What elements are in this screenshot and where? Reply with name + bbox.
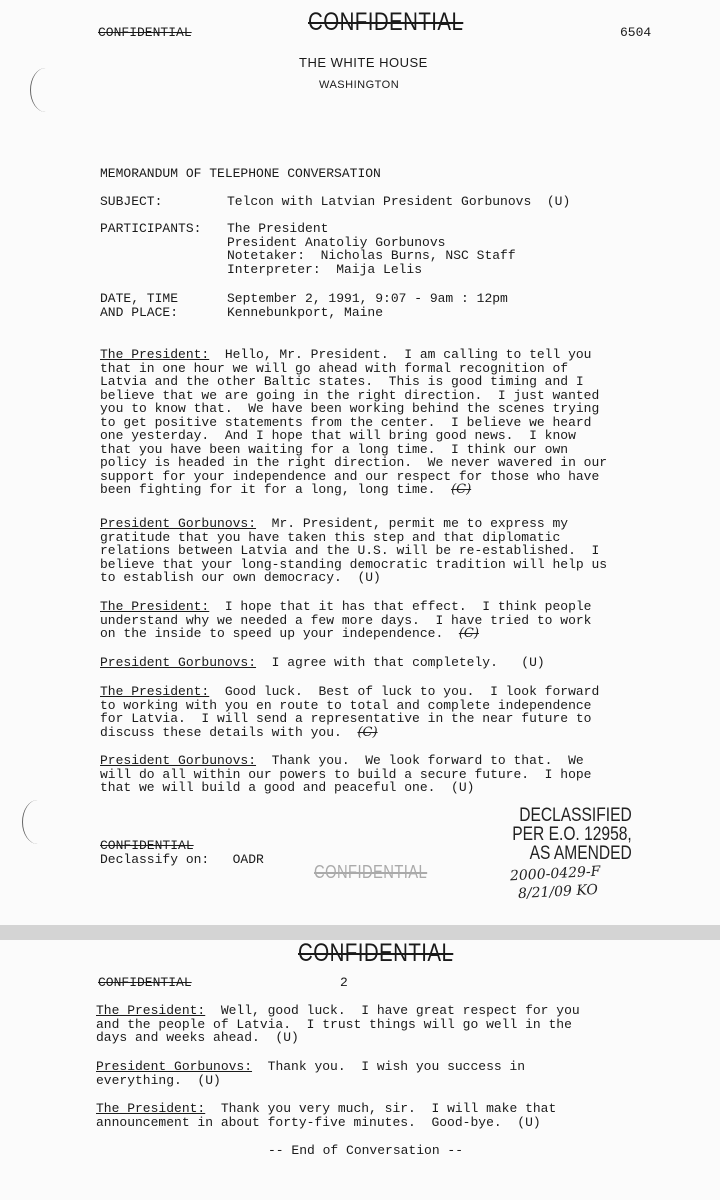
dialogue-entry-4 — [100, 656, 545, 670]
date-value-line: Kennebunkport, Maine — [227, 304, 384, 320]
dialogue-text: gratitude that you have taken this step and that diplomatic — [100, 529, 561, 545]
end-of-conversation: -- End of Conversation -- — [268, 1143, 464, 1158]
dialogue-text: to working with you en route to total and complete independence — [100, 697, 592, 713]
classification-mark-handwritten: (C) — [451, 482, 472, 497]
declassify-on: Declassify on: OADR — [100, 852, 264, 867]
declassified-stamp-line: DECLASSIFIED — [519, 805, 632, 826]
binder-hole-bottom — [22, 800, 53, 844]
dialogue-text: to establish our own democracy. (U) — [100, 570, 381, 585]
date-value-line: September 2, 1991, 9:07 - 9am : 12pm — [227, 291, 508, 306]
classification-mark-handwritten: (C) — [357, 724, 378, 740]
speaker-label: President Gorbunovs: — [100, 516, 257, 531]
dialogue-text: believe that your long-standing democratic tradition will help us — [100, 556, 608, 572]
date-value — [227, 292, 508, 319]
dialogue-text: believe that we are going in the right direction. I just wanted — [100, 387, 600, 403]
dialogue-text: that you have been waiting for a long time. I think our own — [100, 441, 569, 457]
dialogue-text: Thank you. I wish you success in — [267, 1059, 526, 1074]
dialogue-entry-8 — [96, 1060, 525, 1087]
dialogue-text: one yesterday. And I hope that will bring good news. I know — [100, 428, 576, 443]
confidential-stamp-top: CONFIDENTIAL — [308, 8, 464, 36]
date-label-line: AND PLACE: — [100, 304, 179, 320]
memo-title: MEMORANDUM OF TELEPHONE CONVERSATION — [100, 166, 381, 181]
memo-page-2 — [0, 940, 720, 1200]
dialogue-text: policy is headed in the right direction. We never wavered in our — [100, 455, 608, 470]
dialogue-entry-3 — [100, 600, 592, 641]
dialogue-text: announcement in about forty-five minutes. Good-bye. (U) — [96, 1114, 541, 1130]
speaker-label: The President: — [100, 599, 210, 614]
washington-subheading: WASHINGTON — [319, 79, 400, 91]
dialogue-entry-7 — [96, 1004, 580, 1045]
dialogue-text: you to know that. We have been working behind the scenes trying — [100, 401, 600, 416]
speaker-label: The President: — [96, 1003, 206, 1018]
dialogue-text: for Latvia. I will send a representative in the near future to — [100, 711, 592, 726]
confidential-marking-left: CONFIDENTIAL — [98, 975, 192, 990]
date-label-line: DATE, TIME — [100, 291, 179, 306]
dialogue-text: discuss these details with you. — [100, 724, 358, 740]
speaker-label: President Gorbunovs: — [100, 655, 257, 670]
participant: Interpreter: Maija Lelis — [227, 261, 423, 277]
handwritten-date-initials: 8/21/09 KO — [517, 881, 599, 903]
dialogue-text: Thank you very much, sir. I will make that — [220, 1101, 557, 1116]
classification-mark-handwritten: (C) — [458, 626, 479, 641]
handwritten-case-number: 2000-0429-F — [509, 863, 601, 885]
dialogue-text: understand why we needed a few more days. I have tried to work — [100, 612, 592, 628]
dialogue-text: everything. (U) — [96, 1072, 221, 1088]
dialogue-entry-1 — [100, 348, 607, 497]
declassified-stamp — [486, 806, 632, 863]
dialogue-text: I hope that it has that effect. I think people — [224, 599, 592, 614]
dialogue-entry-5 — [100, 685, 599, 739]
white-house-heading: THE WHITE HOUSE — [299, 55, 428, 70]
subject-value: Telcon with Latvian President Gorbunovs (U) — [227, 194, 571, 209]
dialogue-text: that we will build a good and peaceful one. (U) — [100, 780, 475, 795]
document-number: 6504 — [620, 25, 652, 40]
dialogue-text: support for your independence and our respect for those who have — [100, 468, 600, 484]
speaker-label: President Gorbunovs: — [96, 1059, 253, 1074]
dialogue-text: Well, good luck. I have great respect for you — [220, 1003, 580, 1018]
speaker-label: President Gorbunovs: — [100, 753, 257, 768]
participant: The President — [227, 221, 329, 236]
dialogue-text: Latvia and the other Baltic states. This is good timing and I — [100, 374, 584, 389]
dialogue-text: that in one hour we will go ahead with formal recognition of — [100, 360, 569, 376]
participant: President Anatoliy Gorbunovs — [227, 234, 446, 250]
dialogue-text: will do all within our powers to build a secure future. I hope — [100, 766, 592, 782]
page-number: 2 — [340, 975, 348, 990]
dialogue-text: days and weeks ahead. (U) — [96, 1030, 299, 1045]
speaker-label: The President: — [96, 1101, 206, 1116]
binder-hole-top — [30, 68, 61, 112]
dialogue-entry-9 — [96, 1102, 556, 1129]
dialogue-entry-6 — [100, 754, 591, 795]
subject-label: SUBJECT: — [100, 194, 163, 209]
participant: Notetaker: Nicholas Burns, NSC Staff — [227, 248, 516, 263]
declassified-stamp-line: PER E.O. 12958, — [512, 824, 632, 845]
faded-confidential-stamp: CONFIDENTIAL — [314, 862, 428, 882]
dialogue-text: to get positive statements from the center. I believe we heard — [100, 414, 592, 430]
participants-label: PARTICIPANTS: — [100, 221, 202, 236]
dialogue-text: on the inside to speed up your independence. — [100, 626, 459, 641]
speaker-label: The President: — [100, 684, 210, 699]
confidential-marking-top-left: CONFIDENTIAL — [98, 25, 192, 40]
dialogue-text: been fighting for it for a long, long time. — [100, 482, 452, 497]
confidential-stamp-top: CONFIDENTIAL — [298, 940, 454, 967]
participants-list — [227, 222, 516, 276]
speaker-label: The President: — [100, 347, 210, 362]
dialogue-text: and the people of Latvia. I trust things will go well in the — [96, 1016, 572, 1032]
dialogue-text: I agree with that completely. (U) — [271, 655, 545, 670]
dialogue-entry-2 — [100, 517, 607, 585]
dialogue-text: Thank you. We look forward to that. We — [271, 753, 584, 768]
dialogue-text: relations between Latvia and the U.S. will be re-established. I — [100, 543, 600, 558]
dialogue-text: Hello, Mr. President. I am calling to tell you — [224, 347, 592, 362]
date-label — [100, 292, 178, 319]
dialogue-text: Mr. President, permit me to express my — [271, 516, 569, 531]
confidential-marking-bottom: CONFIDENTIAL — [100, 838, 194, 853]
declassified-stamp-line: AS AMENDED — [529, 843, 632, 864]
dialogue-text: Good luck. Best of luck to you. I look forward — [224, 684, 600, 699]
